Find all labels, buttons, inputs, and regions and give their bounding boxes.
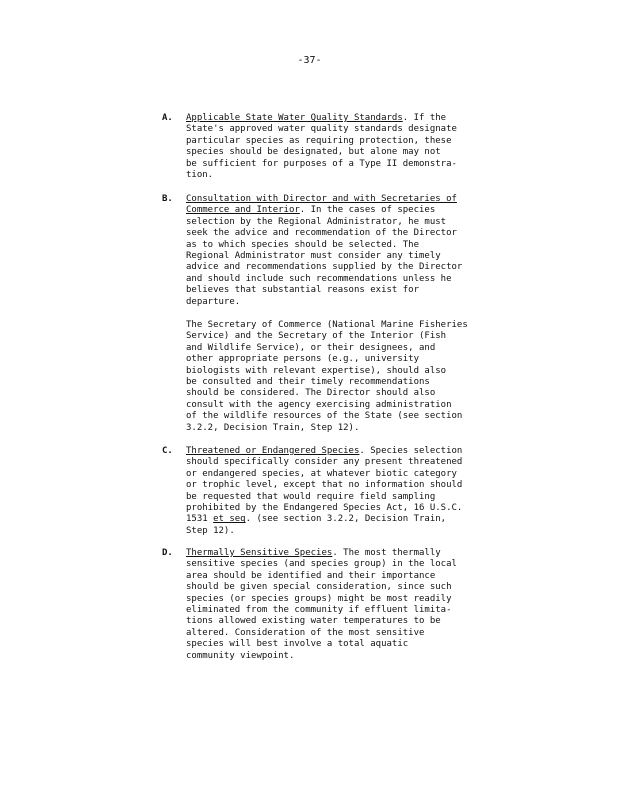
section-body <box>186 113 486 181</box>
section-letter: A. <box>162 113 173 123</box>
section-text: . In the cases of species selection by the Regional Administrator, he must seek the advice and recommendation of the Director as to which species should be selected. The Regional Administrator must consider any timely advice and recommendations supplied by the Director and should include such recommendations unless he believes that substantial reasons exist for departure. <box>186 205 463 307</box>
section-heading: Threatened or Endangered Species <box>186 446 360 456</box>
section-body <box>186 548 486 662</box>
section-text-end: . (see section 3.2.2, Decision Train, Step 12). <box>186 514 447 536</box>
section-heading-line1: Consultation with Director and with Secretaries of <box>186 194 457 204</box>
section-heading: Thermally Sensitive Species <box>186 548 333 558</box>
section-paragraph-2: The Secretary of Commerce (National Marine Fisheries Service) and the Secretary of the Interior (Fish and Wildlife Service), or their designees, and other appropriate persons (e.g., university biologists with relevant expertise), should also be consulted and their timely recommendations should be considered. The Director should also consult with the agency exercising administration of the wildlife resources of the State (see section 3.2.2, Decision Train, Step 12). <box>186 320 468 433</box>
section-body <box>186 446 486 537</box>
section-letter: C. <box>162 446 173 456</box>
latin-term: et seq <box>213 514 246 525</box>
section-letter: B. <box>162 194 173 204</box>
section-heading-line2: Commerce and Interior <box>186 205 300 216</box>
page-number: -37- <box>297 55 322 66</box>
section-letter: D. <box>162 548 173 558</box>
section-text: . If the State's approved water quality standards designate particular species as requiring protection, these species should be designated, but alone may not be sufficient for purposes of a Type II demonstra- tion. <box>186 113 457 181</box>
section-text: . The most thermally sensitive species (and species group) in the local area should be identified and their importance should be given special consideration, since such species (or species groups) might be most readily eliminated from the community if effluent limita- tions allowed existing water temperatures to be altered. Consideration of the most sensitive species will best involve a total aquatic community viewpoint. <box>186 548 457 661</box>
section-text: . Species selection should specifically consider any present threatened or endangered species, at whatever biotic category or trophic level, except that no information should be requested that would require field sampling prohibited by the Endangered Species Act, 16 U.S.C. 1531 <box>186 446 463 525</box>
section-body <box>186 194 486 308</box>
section-heading: Applicable State Water Quality Standards <box>186 113 403 123</box>
